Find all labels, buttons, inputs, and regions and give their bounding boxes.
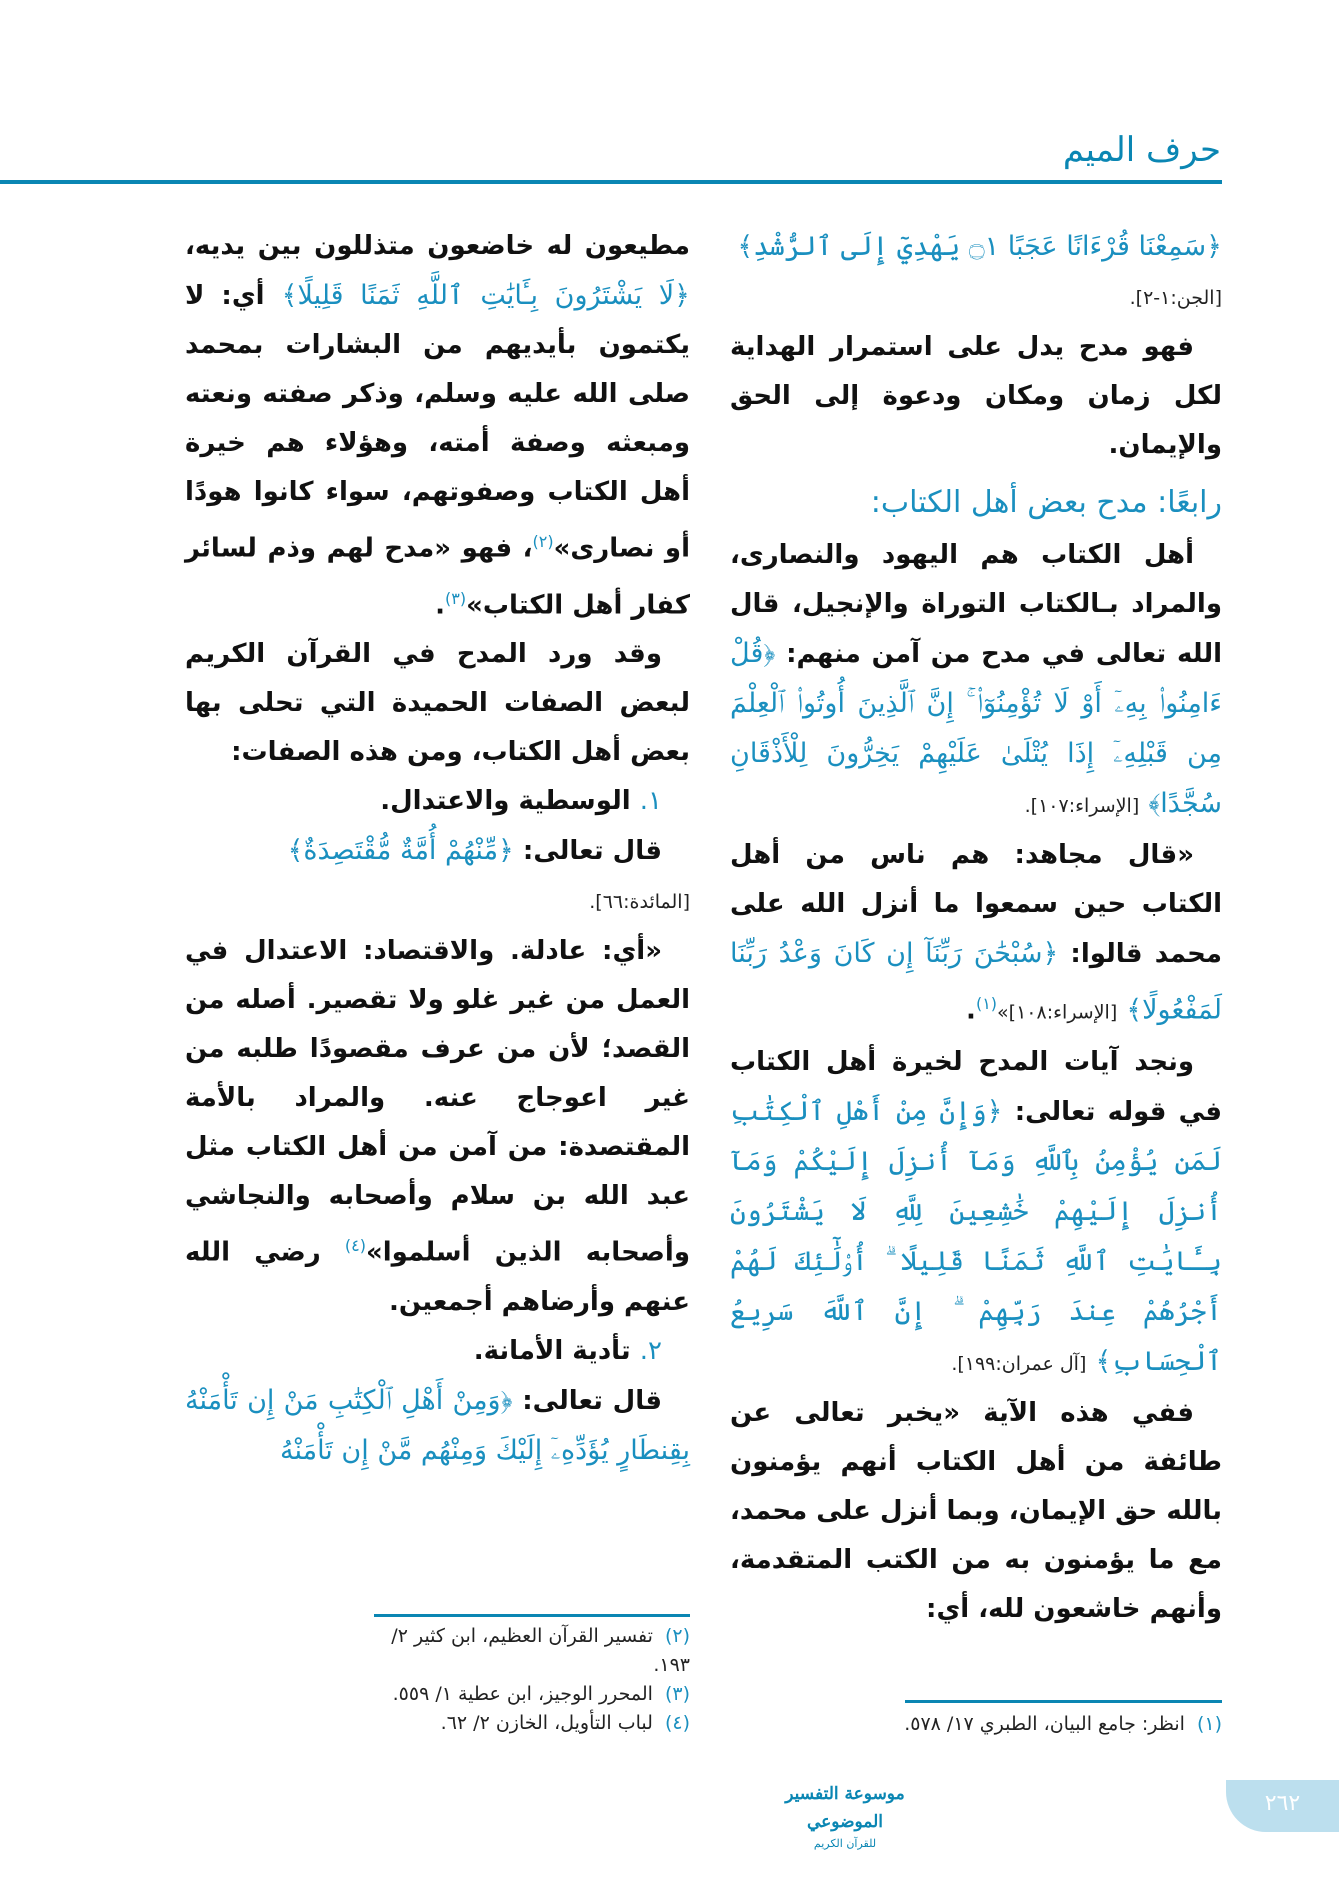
list-number: ٢. <box>639 1335 662 1366</box>
footnote <box>370 1709 690 1738</box>
list-item-title <box>185 777 690 826</box>
paragraph <box>185 927 690 1327</box>
footnote-reference[interactable]: (٣) <box>444 588 467 608</box>
paragraph-text: أهل الكتاب هم اليهود والنصارى، والمراد بـالكتاب التوراة والإنجيل، قال الله تعالى في مدح من آمن منهم: <box>730 540 1222 669</box>
left-column <box>185 222 690 1476</box>
paragraph <box>730 531 1222 831</box>
footnote <box>370 1680 690 1709</box>
quran-text: ﴿مِّنْهُمْ أُمَّةٌ مُّقْتَصِدَةٌ﴾ <box>287 835 514 867</box>
footnote <box>370 1622 690 1680</box>
footnote-text: انظر: جامع البيان، الطبري ١٧/ ٥٧٨. <box>904 1713 1185 1735</box>
list-item-text: تأدية الأمانة. <box>473 1335 631 1366</box>
footnote-text: تفسير القرآن العظيم، ابن كثير ٢/ ١٩٣. <box>391 1625 690 1676</box>
quran-text: ﴿سَمِعْنَا قُرْءَانًا عَجَبًا ۝١ يَهْدِيٓ إِلَى ٱلرُّشْدِ﴾ <box>737 231 1222 262</box>
footnote-reference[interactable]: (١) <box>975 994 998 1013</box>
page-number: ٢٦٢ <box>1226 1780 1339 1832</box>
verse-reference: [الإسراء:١٠٧]. <box>1024 795 1140 817</box>
quran-text: ﴿سُبْحَٰنَ رَبِّنَآ إِن كَانَ وَعْدُ رَبِّنَا لَمَفْعُولًا﴾ <box>730 938 1222 1026</box>
footnote-text: المحرر الوجيز، ابن عطية ١/ ٥٥٩. <box>392 1683 653 1705</box>
footnote-number: (٤) <box>664 1712 690 1734</box>
footnote <box>860 1710 1222 1739</box>
paragraph-text: مطيعون له خاضعون متذللون بين يديه، <box>185 231 690 261</box>
quran-text: ﴿لَا يَشْتَرُونَ بِـَٔايَٰتِ ٱللَّهِ ثَمَنًا قَلِيلًا﴾ <box>281 280 690 311</box>
verse-reference: [الإسراء:١٠٨]» <box>997 1001 1118 1024</box>
footnote-separator <box>905 1700 1222 1703</box>
verse-reference: [المائدة:٦٦]. <box>589 891 690 914</box>
paragraph <box>185 826 690 876</box>
footnote-number: (٢) <box>664 1625 690 1647</box>
verse-reference: [آل عمران:١٩٩]. <box>951 1352 1087 1375</box>
paragraph: فهو مدح يدل على استمرار الهداية لكل زمان ومكان ودعوة إلى الحق والإيمان. <box>730 332 1222 460</box>
paragraph-text: قال تعالى: <box>522 1385 662 1416</box>
right-column <box>730 222 1222 1634</box>
footnote-reference[interactable]: (٤) <box>344 1236 366 1256</box>
paragraph-text: ونجد آيات المدح لخيرة أهل الكتاب في قوله تعالى: <box>730 1046 1222 1127</box>
chapter-title: حرف الميم <box>1062 130 1221 170</box>
header-rule <box>0 180 1222 184</box>
footnote-text: لباب التأويل، الخازن ٢/ ٦٢. <box>440 1712 653 1734</box>
paragraph: ففي هذه الآية «يخبر تعالى عن طائفة من أهل الكتاب أنهم يؤمنون بالله حق الإيمان، وبما أنزل على محمد، مع ما يؤمنون به من الكتب المتقدمة، وأنهم خاشعون لله، أي: <box>730 1397 1222 1624</box>
paragraph-text: قال تعالى: <box>522 836 662 867</box>
footnotes-left <box>370 1622 690 1738</box>
encyclopedia-logo <box>760 1780 930 1850</box>
logo-title: موسوعة التفسير الموضوعي <box>785 1784 905 1832</box>
footnote-separator <box>374 1614 690 1617</box>
footnote-number: (٣) <box>664 1683 690 1705</box>
paragraph <box>730 1038 1222 1389</box>
verse-reference: [الجن:١-٢]. <box>1129 287 1222 309</box>
paragraph <box>185 1376 690 1476</box>
list-item-text: الوسطية والاعتدال. <box>380 786 631 817</box>
paragraph-text: ، فهو «مدح لهم وذم لسائر كفار أهل الكتاب» <box>185 533 690 621</box>
quran-text: ﴿وَإِنَّ مِنْ أَهْلِ ٱلْكِتَٰبِ لَمَن يُؤْمِنُ بِٱللَّهِ وَمَآ أُنزِلَ إِلَيْكُمْ وَمَآ أُنزِلَ إِلَيْهِمْ خَٰشِعِينَ لِلَّهِ لَا يَشْتَرُونَ بِـَٔايَٰتِ ٱللَّهِ ثَمَنًا قَلِيلًا ۗ أُو۟لَٰٓئِكَ لَهُمْ أَجْرُهُمْ عِندَ رَبِّهِمْ ۗ إِنَّ ٱللَّهَ سَرِيعُ ٱلْحِسَابِ﴾ <box>730 1095 1222 1377</box>
quran-verse <box>730 222 1222 272</box>
list-number: ١. <box>639 786 662 817</box>
paragraph-text: «قال مجاهد: هم ناس من أهل الكتاب حين سمعوا ما أنزل الله على محمد قالوا: <box>730 840 1222 969</box>
logo-subtitle: للقرآن الكريم <box>813 1837 877 1850</box>
paragraph: وقد ورد المدح في القرآن الكريم لبعض الصفات الحميدة التي تحلى بها بعض أهل الكتاب، ومن هذه الصفات: <box>185 639 690 768</box>
footnote-reference[interactable]: (٢) <box>532 532 554 551</box>
list-item-title <box>185 1327 690 1376</box>
quran-text: ﴿وَمِنْ أَهْلِ ٱلْكِتَٰبِ مَنْ إِن تَأْمَنْهُ بِقِنطَارٍ يُؤَدِّهِۦٓ إِلَيْكَ وَمِنْهُم مَّنْ إِن تَأْمَنْهُ <box>185 1384 690 1466</box>
paragraph-text: . <box>435 590 445 621</box>
paragraph: «قال مجاهد: هم ناس من أهل الكتاب حين سمعوا ما أنزل الله على محمد قالوا: ﴿سُبْحَٰنَ رَبِّنَآ إِن كَانَ وَعْدُ رَبِّنَا لَمَفْعُولًا﴾ [الإسراء:١٠٨]»$^{(١)}$. <box>730 840 1222 1026</box>
footnote-number: (١) <box>1196 1713 1222 1735</box>
footnotes-right <box>860 1710 1222 1739</box>
section-heading: رابعًا: مدح بعض أهل الكتاب: <box>870 485 1222 520</box>
paragraph-text: أي: لا يكتمون بأيديهم من البشارات بمحمد صلى الله عليه وسلم، وذكر صفته ونعته ومبعثه وصفة أمته، وهؤلاء هم خيرة أهل الكتاب وصفوتهم، سواء كانوا هودًا أو نصارى» <box>185 281 690 564</box>
paragraph-text: رضي الله عنهم وأرضاهم أجمعين. <box>185 1237 690 1317</box>
paragraph <box>185 222 690 630</box>
paragraph-text: «أي: عادلة. والاقتصاد: الاعتدال في العمل من غير غلو ولا تقصير. أصله من القصد؛ لأن من عرف مقصودًا طلبه من غير اعوجاج عنه. والمراد بالأمة المقتصدة: من آمن من أهل الكتاب مثل عبد الله بن سلام وأصحابه والنجاشي وأصحابه الذين أسلموا» <box>185 936 690 1268</box>
quran-text: ﴿قُلْ ءَامِنُوا۟ بِهِۦٓ أَوْ لَا تُؤْمِنُوٓا۟ ۚ إِنَّ ٱلَّذِينَ أُوتُوا۟ ٱلْعِلْمَ مِن قَبْلِهِۦٓ إِذَا يُتْلَىٰ عَلَيْهِمْ يَخِرُّونَ لِلْأَذْقَانِ سُجَّدًا﴾ <box>730 638 1222 819</box>
